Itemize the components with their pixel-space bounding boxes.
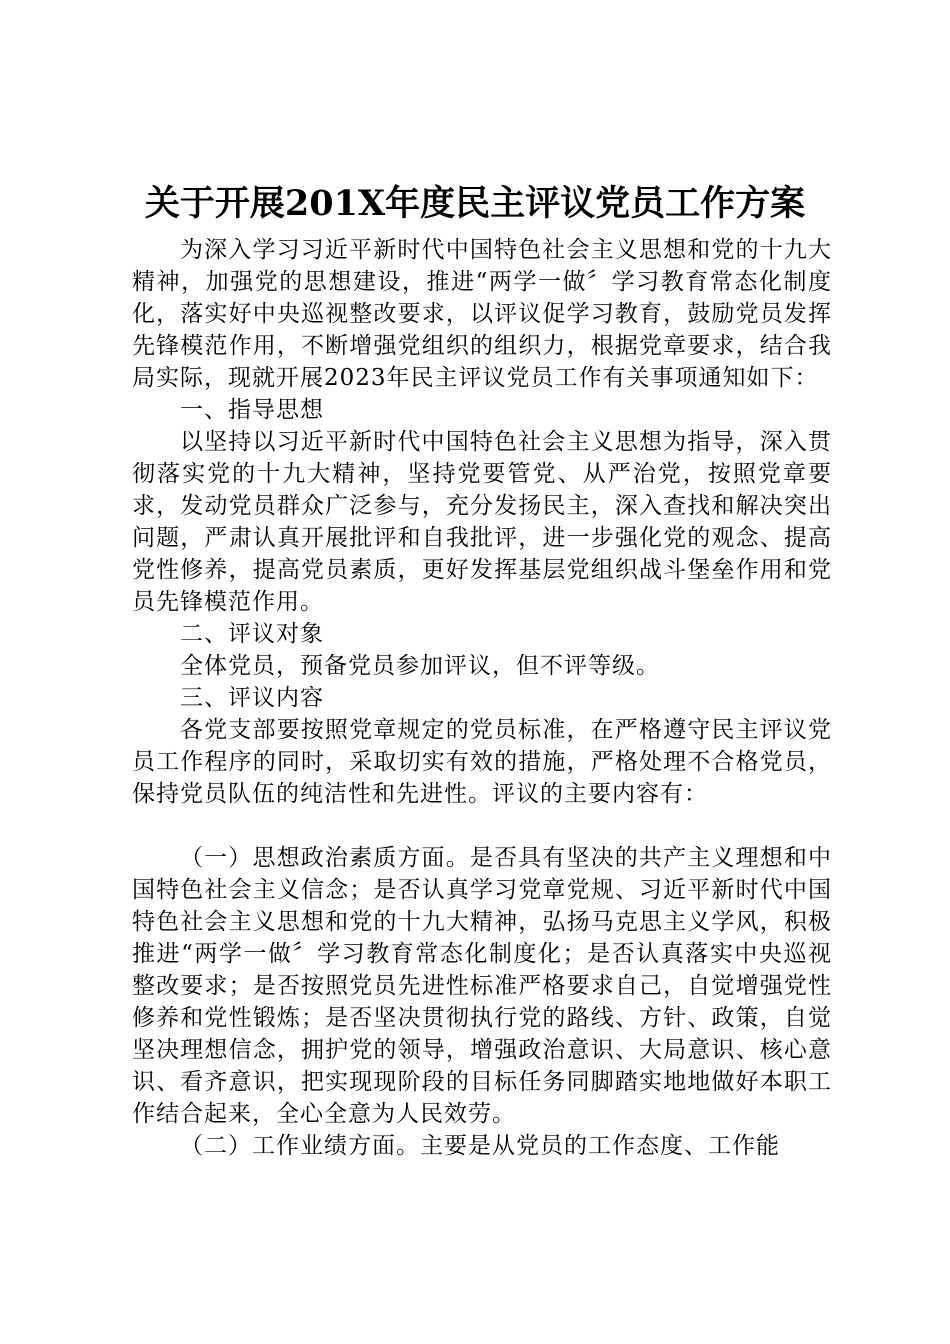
section-heading-evaluation-targets: 二、评议对象: [180, 621, 324, 647]
document-body: [132, 234, 832, 1162]
section-body-evaluation-targets: 全体党员，预备党员参加评议，但不评等级。: [180, 653, 660, 679]
section-body-guiding-ideology: 以坚持以习近平新时代中国特色社会主义思想为指导，深入贯彻落实党的十九大精神，坚持党要管党、从严治党，按照党章要求，发动党员群众广泛参与，充分发扬民主，深入查找和解决突出问题，严肃认真开展批评和自我批评，进一步强化党的观念、提高党性修养，提高党员素质，更好发挥基层党组织战斗堡垒作用和党员先锋模范作用。: [132, 429, 832, 615]
section-body-evaluation-content: 各党支部要按照党章规定的党员标准，在严格遵守民主评议党员工作程序的同时，采取切实有效的措施，严格处理不合格党员，保持党员队伍的纯洁性和先进性。评议的主要内容有：: [132, 717, 832, 807]
intro-paragraph: 为深入学习习近平新时代中国特色社会主义思想和党的十九大精神，加强党的思想建设，推进“两学一做〞学习教育常态化制度化，落实好中央巡视整改要求，以评议促学习教育，鼓励党员发挥先锋模范作用，不断增强党组织的组织力，根据党章要求，结合我局实际，现就开展2023年民主评议党员工作有关事项通知如下：: [132, 237, 832, 391]
section-heading-evaluation-content: 三、评议内容: [180, 685, 324, 711]
content-item-work-performance: （二）工作业绩方面。主要是从党员的工作态度、工作能: [180, 1133, 780, 1159]
content-item-political-quality: （一）思想政治素质方面。是否具有坚决的共产主义理想和中国特色社会主义信念；是否认真学习党章党规、习近平新时代中国特色社会主义思想和党的十九大精神，弘扬马克思主义学风，积极推进“两学一做〞学习教育常态化制度化；是否认真落实中央巡视整改要求；是否按照党员先进性标准严格要求自己，自觉增强党性修养和党性锻炼；是否坚决贯彻执行党的路线、方针、政策，自觉坚决理想信念，拥护党的领导，增强政治意识、大局意识、核心意识、看齐意识，把实现现阶段的目标任务同脚踏实地地做好本职工作结合起来，全心全意为人民效劳。: [132, 845, 832, 1127]
section-heading-guiding-ideology: 一、指导思想: [180, 397, 324, 423]
blank-line: [132, 810, 832, 842]
document-title: 关于开展201X年度民主评议党员工作方案: [144, 183, 806, 224]
